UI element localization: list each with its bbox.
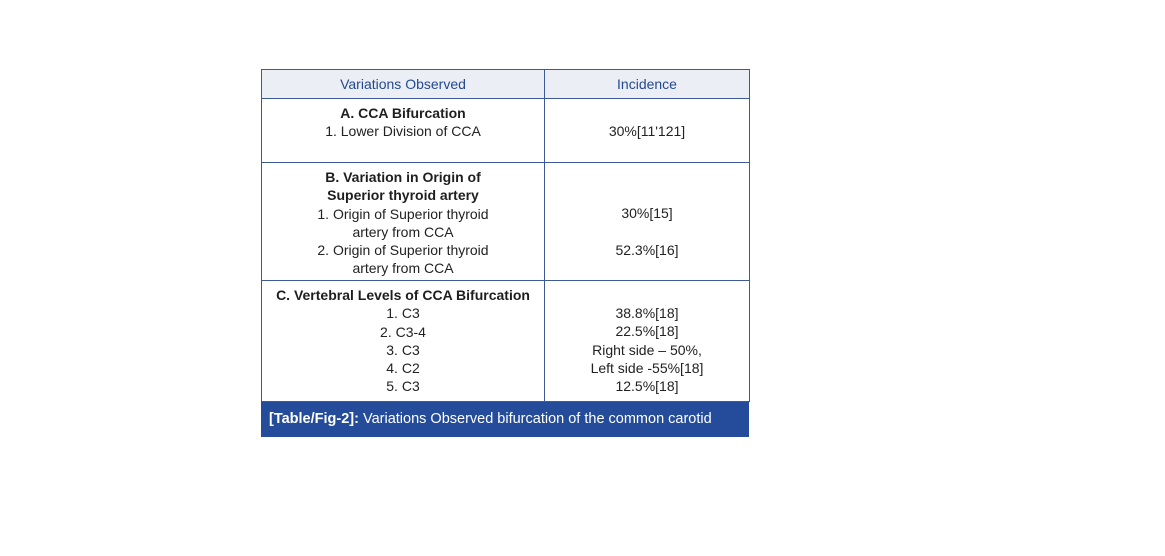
variations-table	[261, 69, 750, 402]
caption-text: Variations Observed bifurcation of the common carotid	[358, 411, 712, 427]
section-title: B. Variation in Origin of	[325, 169, 481, 185]
variation-item: 1. Lower Division of CCA	[325, 123, 481, 140]
variation-item: 2. Origin of Superior thyroid	[317, 242, 489, 259]
variation-cell	[262, 281, 545, 402]
variation-item: 3. C3	[386, 341, 420, 358]
table-header-row	[262, 70, 750, 99]
incidence-value: 38.8%[18]	[615, 305, 679, 321]
incidence-value: 30%[15]	[621, 205, 673, 221]
header-variations-observed: Variations Observed	[262, 70, 545, 99]
section-title: A. CCA Bifurcation	[340, 105, 466, 121]
table-caption	[261, 402, 749, 437]
variation-item: 1. C3	[386, 305, 420, 322]
variation-cell	[262, 163, 545, 281]
caption-label: [Table/Fig-2]:	[269, 411, 359, 427]
incidence-cell	[545, 281, 750, 402]
variation-item: artery from CCA	[352, 223, 454, 240]
section-title: C. Vertebral Levels of CCA Bifurcation	[276, 287, 530, 303]
incidence-value: 12.5%[18]	[615, 378, 679, 395]
incidence-value: Left side -55%[18]	[590, 359, 704, 376]
variation-item: artery from CCA	[352, 260, 454, 277]
table-row	[262, 99, 750, 163]
section-title: Superior thyroid artery	[327, 187, 479, 204]
variation-item: 4. C2	[386, 360, 420, 377]
incidence-value: Right side – 50%,	[592, 341, 702, 358]
incidence-cell	[545, 163, 750, 281]
variation-cell	[262, 99, 545, 163]
incidence-value: 22.5%[18]	[615, 323, 679, 340]
table-row	[262, 163, 750, 281]
incidence-value: 52.3%[16]	[615, 241, 679, 258]
table-figure	[261, 69, 749, 437]
table-row	[262, 281, 750, 402]
header-incidence: Incidence	[545, 70, 750, 99]
spacer	[545, 222, 749, 240]
variation-item: 5. C3	[386, 378, 420, 395]
variation-item: 2. C3-4	[380, 323, 426, 340]
variation-item: 1. Origin of Superior thyroid	[317, 205, 489, 222]
incidence-cell	[545, 99, 750, 163]
incidence-value: 30%[11'121]	[608, 123, 686, 139]
